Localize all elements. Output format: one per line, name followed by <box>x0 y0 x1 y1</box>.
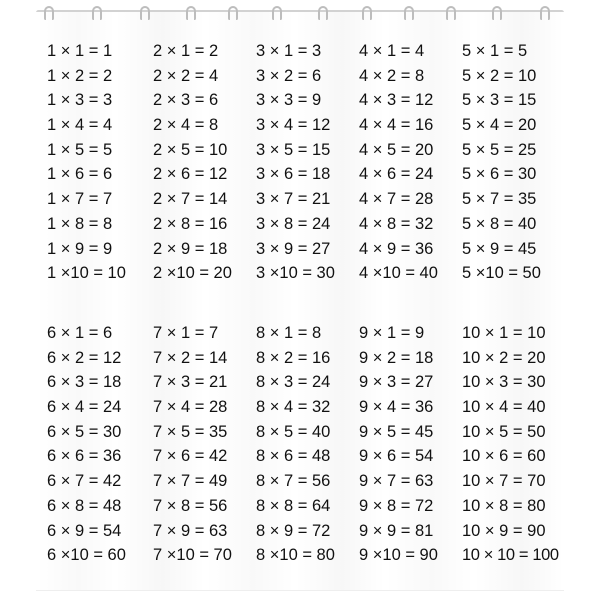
equation: 7 × 6 = 42 <box>153 447 228 466</box>
curtain-hook-icon <box>44 6 54 20</box>
equation: 5 × 2 = 10 <box>462 66 537 85</box>
times-table-6 <box>47 321 153 568</box>
equation: 7 × 2 = 14 <box>153 348 228 367</box>
curtain-hook-icon <box>362 6 372 20</box>
equation: 2 × 3 = 6 <box>153 91 219 110</box>
equation: 10 × 4 = 40 <box>462 398 546 417</box>
equation: 6 × 1 = 6 <box>47 324 113 342</box>
equation: 10 × 9 = 90 <box>462 521 546 540</box>
curtain-hook-icon <box>318 6 328 20</box>
equation: 1 × 5 = 5 <box>47 140 113 159</box>
equation: 10 × 8 = 80 <box>462 496 546 515</box>
equation: 2 × 9 = 18 <box>153 239 228 258</box>
equation: 5 × 4 = 20 <box>462 116 537 135</box>
equation: 6 × 6 = 36 <box>47 447 122 466</box>
curtain-hook-icon <box>446 6 456 20</box>
equation: 1 × 1 = 1 <box>47 42 113 60</box>
equation: 4 × 4 = 16 <box>359 116 434 135</box>
equation: 1 × 8 = 8 <box>47 214 113 233</box>
equation: 1 × 9 = 9 <box>47 239 113 258</box>
equation: 8 × 3 = 24 <box>256 373 331 392</box>
times-table-1 <box>47 39 153 286</box>
equation: 8 × 6 = 48 <box>256 447 331 466</box>
equation: 2 × 4 = 8 <box>153 116 219 135</box>
equation: 7 × 3 = 21 <box>153 373 228 392</box>
equation: 6 × 8 = 48 <box>47 496 122 515</box>
equation: 7 × 7 = 49 <box>153 472 228 491</box>
equation: 8 ×10 = 80 <box>256 546 335 565</box>
times-table-8 <box>256 321 362 568</box>
times-table-5 <box>462 39 568 286</box>
equation: 2 × 2 = 4 <box>153 66 219 85</box>
equation: 9 × 9 = 81 <box>359 521 434 540</box>
equation: 7 × 5 = 35 <box>153 422 228 441</box>
equation: 10 × 2 = 20 <box>462 348 546 367</box>
equation: 2 ×10 = 20 <box>153 264 232 283</box>
equation: 1 × 7 = 7 <box>47 190 113 209</box>
equation: 4 × 9 = 36 <box>359 239 434 258</box>
times-table-9 <box>359 321 465 568</box>
equation: 3 × 5 = 15 <box>256 140 331 159</box>
equation: 4 × 7 = 28 <box>359 190 434 209</box>
equation: 8 × 4 = 32 <box>256 398 331 417</box>
equation: 5 × 3 = 15 <box>462 91 537 110</box>
equation: 10 × 7 = 70 <box>462 472 546 491</box>
equation: 3 × 3 = 9 <box>256 91 322 110</box>
equation: 3 × 7 = 21 <box>256 190 331 209</box>
equation: 4 × 2 = 8 <box>359 66 425 85</box>
equation: 2 × 6 = 12 <box>153 165 228 184</box>
equation: 3 × 8 = 24 <box>256 214 331 233</box>
equation: 4 × 1 = 4 <box>359 42 425 60</box>
equation: 9 × 1 = 9 <box>359 324 425 342</box>
equation: 4 × 5 = 20 <box>359 140 434 159</box>
equation: 10 × 10 = 100 <box>462 546 559 565</box>
equation: 1 ×10 = 10 <box>47 264 126 283</box>
equation: 10 × 1 = 10 <box>462 324 546 342</box>
equation: 8 × 7 = 56 <box>256 472 331 491</box>
times-table-4 <box>359 39 465 286</box>
equation: 8 × 9 = 72 <box>256 521 331 540</box>
curtain-hook-icon <box>140 6 150 20</box>
equation: 4 × 8 = 32 <box>359 214 434 233</box>
equation: 2 × 8 = 16 <box>153 214 228 233</box>
equation: 10 × 6 = 60 <box>462 447 546 466</box>
equation: 2 × 7 = 14 <box>153 190 228 209</box>
curtain-hook-icon <box>92 6 102 20</box>
equation: 3 ×10 = 30 <box>256 264 335 283</box>
equation: 3 × 1 = 3 <box>256 42 322 60</box>
equation: 7 × 9 = 63 <box>153 521 228 540</box>
equation: 9 × 4 = 36 <box>359 398 434 417</box>
equation: 6 × 7 = 42 <box>47 472 122 491</box>
curtain-hook-icon <box>272 6 282 20</box>
equation: 6 × 4 = 24 <box>47 398 122 417</box>
curtain-hook-icon <box>186 6 196 20</box>
equation: 8 × 1 = 8 <box>256 324 322 342</box>
equation: 9 × 3 = 27 <box>359 373 434 392</box>
equation: 9 × 6 = 54 <box>359 447 434 466</box>
times-table-3 <box>256 39 362 286</box>
equation: 10 × 3 = 30 <box>462 373 546 392</box>
equation: 4 × 6 = 24 <box>359 165 434 184</box>
curtain-hook-icon <box>228 6 238 20</box>
equation: 3 × 2 = 6 <box>256 66 322 85</box>
curtain-hook-icon <box>540 6 550 20</box>
equation: 1 × 4 = 4 <box>47 116 113 135</box>
equation: 6 × 5 = 30 <box>47 422 122 441</box>
equation: 5 × 7 = 35 <box>462 190 537 209</box>
equation: 7 × 1 = 7 <box>153 324 219 342</box>
times-table-7 <box>153 321 259 568</box>
equation: 1 × 2 = 2 <box>47 66 113 85</box>
equation: 3 × 6 = 18 <box>256 165 331 184</box>
equation: 9 × 8 = 72 <box>359 496 434 515</box>
curtain-hook-icon <box>492 6 502 20</box>
equation: 10 × 5 = 50 <box>462 422 546 441</box>
equation: 5 × 6 = 30 <box>462 165 537 184</box>
equation: 1 × 3 = 3 <box>47 91 113 110</box>
equation: 3 × 9 = 27 <box>256 239 331 258</box>
equation: 9 × 2 = 18 <box>359 348 434 367</box>
equation: 7 × 8 = 56 <box>153 496 228 515</box>
equation: 3 × 4 = 12 <box>256 116 331 135</box>
times-table-2 <box>153 39 259 286</box>
equation: 5 × 9 = 45 <box>462 239 537 258</box>
equation: 8 × 8 = 64 <box>256 496 331 515</box>
times-table-10 <box>462 321 562 568</box>
equation: 2 × 5 = 10 <box>153 140 228 159</box>
equation: 8 × 5 = 40 <box>256 422 331 441</box>
equation: 4 × 3 = 12 <box>359 91 434 110</box>
equation: 6 × 3 = 18 <box>47 373 122 392</box>
equation: 5 × 8 = 40 <box>462 214 537 233</box>
equation: 6 × 9 = 54 <box>47 521 122 540</box>
equation: 9 × 7 = 63 <box>359 472 434 491</box>
equation: 9 × 5 = 45 <box>359 422 434 441</box>
curtain-hook-icon <box>404 6 414 20</box>
equation: 5 ×10 = 50 <box>462 264 541 283</box>
equation: 6 ×10 = 60 <box>47 546 126 565</box>
equation: 9 ×10 = 90 <box>359 546 438 565</box>
equation: 7 × 4 = 28 <box>153 398 228 417</box>
equation: 1 × 6 = 6 <box>47 165 113 184</box>
equation: 7 ×10 = 70 <box>153 546 232 565</box>
equation: 2 × 1 = 2 <box>153 42 219 60</box>
equation: 5 × 1 = 5 <box>462 42 528 60</box>
equation: 8 × 2 = 16 <box>256 348 331 367</box>
equation: 6 × 2 = 12 <box>47 348 122 367</box>
equation: 4 ×10 = 40 <box>359 264 438 283</box>
equation: 5 × 5 = 25 <box>462 140 537 159</box>
